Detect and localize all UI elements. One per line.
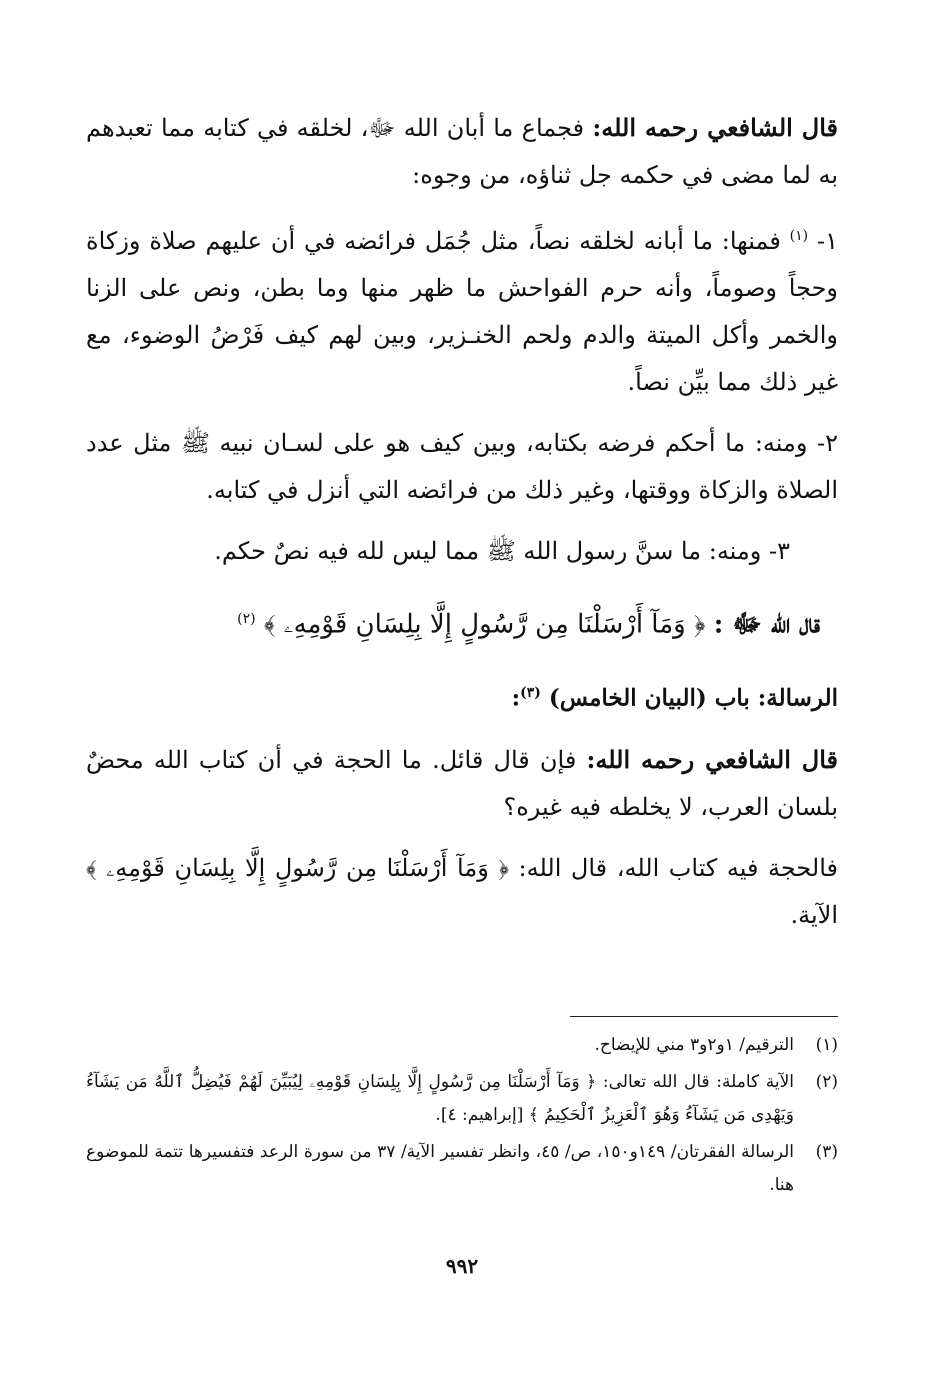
paragraph-4-text: ٣- ومنه: ما سنَّ رسول الله ﷺ مما ليس لله فيه نصٌ حكم. <box>214 537 790 565</box>
footnote-ref-2: (٢) <box>237 611 256 627</box>
footnote-number: (٢) <box>815 1072 838 1092</box>
section-heading-text: الرسالة: باب (البيان الخامس) <box>548 684 838 712</box>
paragraph-6 <box>86 845 838 939</box>
paragraph-5-lead: قال الشافعي رحمه الله: <box>586 745 838 775</box>
footnote-1 <box>86 1029 838 1062</box>
paragraph-5 <box>86 736 838 831</box>
footnote-text: الآية كاملة: قال الله تعالى: ﴿ وَمَآ أَرْسَلْنَا مِن رَّسُولٍ إِلَّا بِلِسَانِ قَوْمِهِۦ لِيُبَيِّنَ لَهُمْ فَيُضِلُّ ٱللَّهُ مَن يَشَآءُ وَيَهْدِى مَن يَشَآءُ وَهُوَ ٱلْعَزِيزُ ٱلْحَكِيمُ ﴾ [إبراهيم: ٤]. <box>86 1072 794 1125</box>
footnote-2 <box>86 1066 838 1132</box>
footnote-text: الرسالة الفقرتان/ ١٤٩و١٥٠، ص/ ٤٥، وانظر تفسير الآية/ ٣٧ من سورة الرعد فتفسيرها تتمة للموضوع هنا. <box>86 1142 794 1195</box>
footnote-number: (١) <box>815 1035 838 1055</box>
paragraph-2-number: ١- <box>816 227 838 255</box>
paragraph-3-text: ٢- ومنه: ما أحكم فرضه بكتابه، وبين كيف هو على لسـان نبيه ﷺ مثل عدد الصلاة والزكاة ووقتها، وغير ذلك من فرائضه التي أنزل في كتابه. <box>86 429 838 504</box>
verse-text: ﴿ وَمَآ أَرْسَلْنَا مِن رَّسُولٍ إِلَّا بِلِسَانِ قَوْمِهِۦ ﴾ <box>263 609 706 640</box>
page-number: ٩٩٢ <box>445 1254 479 1278</box>
paragraph-2-text: فمنها: ما أبانه لخلقه نصاً، مثل جُمَل فرائضه في أن عليهم صلاة وزكاة وحجاً وصوماً، وأنه حرم الفواحش ما ظهر منها وما بطن، ونص على الزنا والخمر وأكل الميتة والدم ولحم الخنـزير، وبين لهم كيف فَرْضُ الوضوء، مع غير ذلك مما بيِّن نصاً. <box>86 227 838 396</box>
paragraph-1 <box>86 104 838 199</box>
paragraph-1-text: فجماع ما أبان الله ﷻ، لخلقه في كتابه مما تعبدهم به لما مضى في حكمه جل ثناؤه، من وجوه: <box>86 114 838 189</box>
section-heading-tail: : <box>511 684 521 712</box>
footnote-number: (٣) <box>815 1142 838 1162</box>
footnote-ref-1: (١) <box>789 228 809 244</box>
paragraph-5-text: فإن قال قائل. ما الحجة في أن كتاب الله محضٌ بلسان العرب، لا يخلطه فيه غيره؟ <box>86 746 838 822</box>
footnote-ref-3: (٣) <box>520 684 541 701</box>
section-heading <box>86 673 838 719</box>
quran-verse-line <box>86 589 838 655</box>
page-body <box>86 104 838 1383</box>
paragraph-2 <box>86 213 838 406</box>
footnote-text: الترقيم/ ١و٢و٣ مني للإيضاح. <box>594 1035 794 1055</box>
paragraph-6-text: فالحجة فيه كتاب الله، قال الله: ﴿ وَمَآ أَرْسَلْنَا مِن رَّسُولٍ إِلَّا بِلِسَانِ قَوْمِهِۦ ﴾ الآية. <box>86 854 838 930</box>
footnote-divider <box>570 1016 838 1017</box>
paragraph-1-lead: قال الشافعي رحمه الله: <box>592 113 838 142</box>
footnote-3 <box>86 1136 838 1202</box>
footnotes <box>86 1029 838 1206</box>
verse-lead: قال الله ﷻ : <box>713 609 820 640</box>
paragraph-4 <box>86 528 838 575</box>
paragraph-3 <box>86 420 838 514</box>
